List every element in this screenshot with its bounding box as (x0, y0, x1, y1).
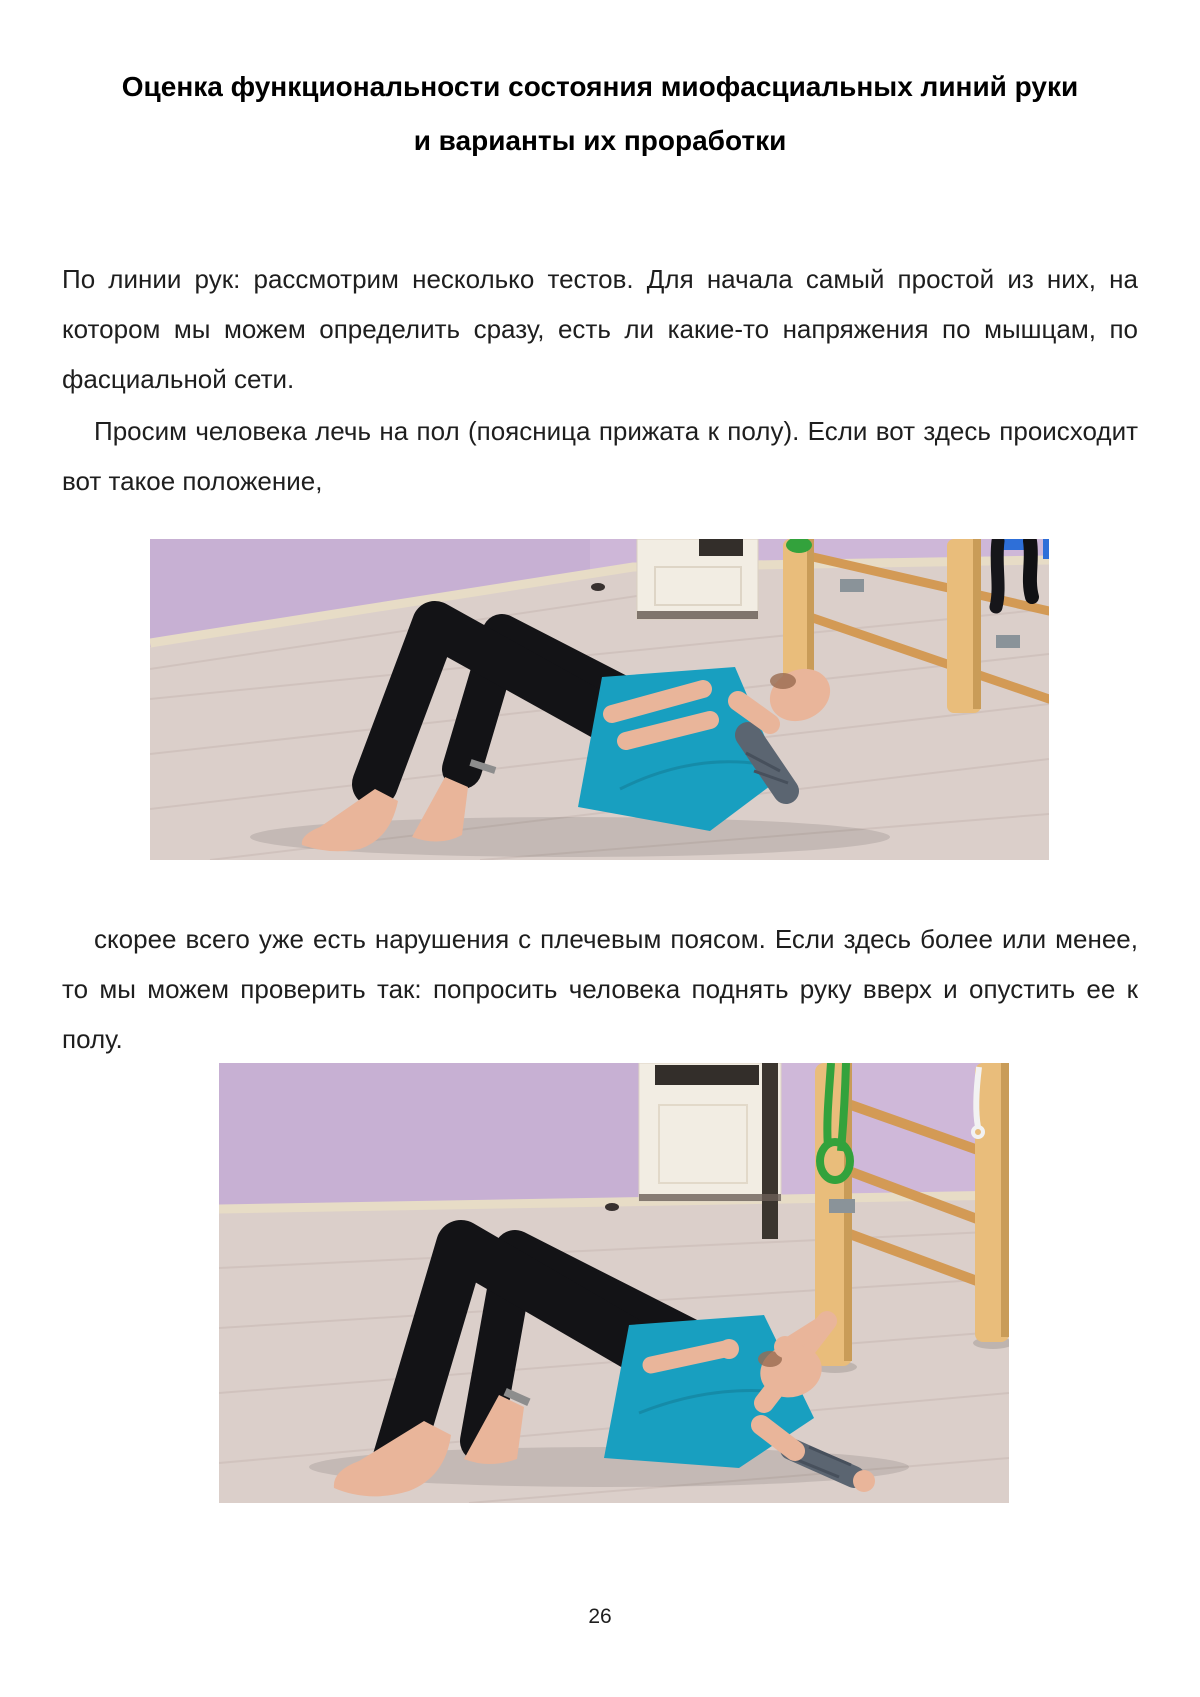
door-stopper (605, 1203, 619, 1211)
exercise-photo-1-illustration (150, 539, 1049, 860)
forehead-hand (774, 1336, 796, 1358)
hair (770, 673, 796, 689)
metal-bracket (829, 1199, 855, 1213)
hand (853, 1470, 875, 1492)
exercise-photo-1 (150, 539, 1049, 860)
page-number: 26 (588, 1605, 612, 1628)
page-title-line-2: и варианты их проработки (413, 125, 787, 156)
metal-bracket (996, 635, 1020, 648)
door (637, 539, 758, 619)
body-paragraph-1: По линии рук: рассмотрим несколько тестов. Для начала самый простой из них, на котором мы можем определить сразу, есть ли какие-то напряжения по мышцам, по фасциальной сети. (62, 264, 1138, 394)
exercise-photo-2 (219, 1063, 1009, 1503)
belly-hand (719, 1339, 739, 1359)
door-stopper (591, 583, 605, 591)
exercise-photo-2-illustration (219, 1063, 1009, 1503)
page-title (62, 60, 1138, 168)
body-paragraph-2: Просим человека лечь на пол (поясница прижата к полу). Если вот здесь происходит вот такое положение, (62, 416, 1138, 496)
body-paragraph-3: скорее всего уже есть нарушения с плечевым поясом. Если здесь более или менее, то мы можем проверить так: попросить человека поднять руку вверх и опустить ее к полу. (62, 924, 1138, 1054)
metal-bracket (840, 579, 864, 592)
page-title-line-1: Оценка функциональности состояния миофасциальных линий руки (121, 71, 1079, 102)
